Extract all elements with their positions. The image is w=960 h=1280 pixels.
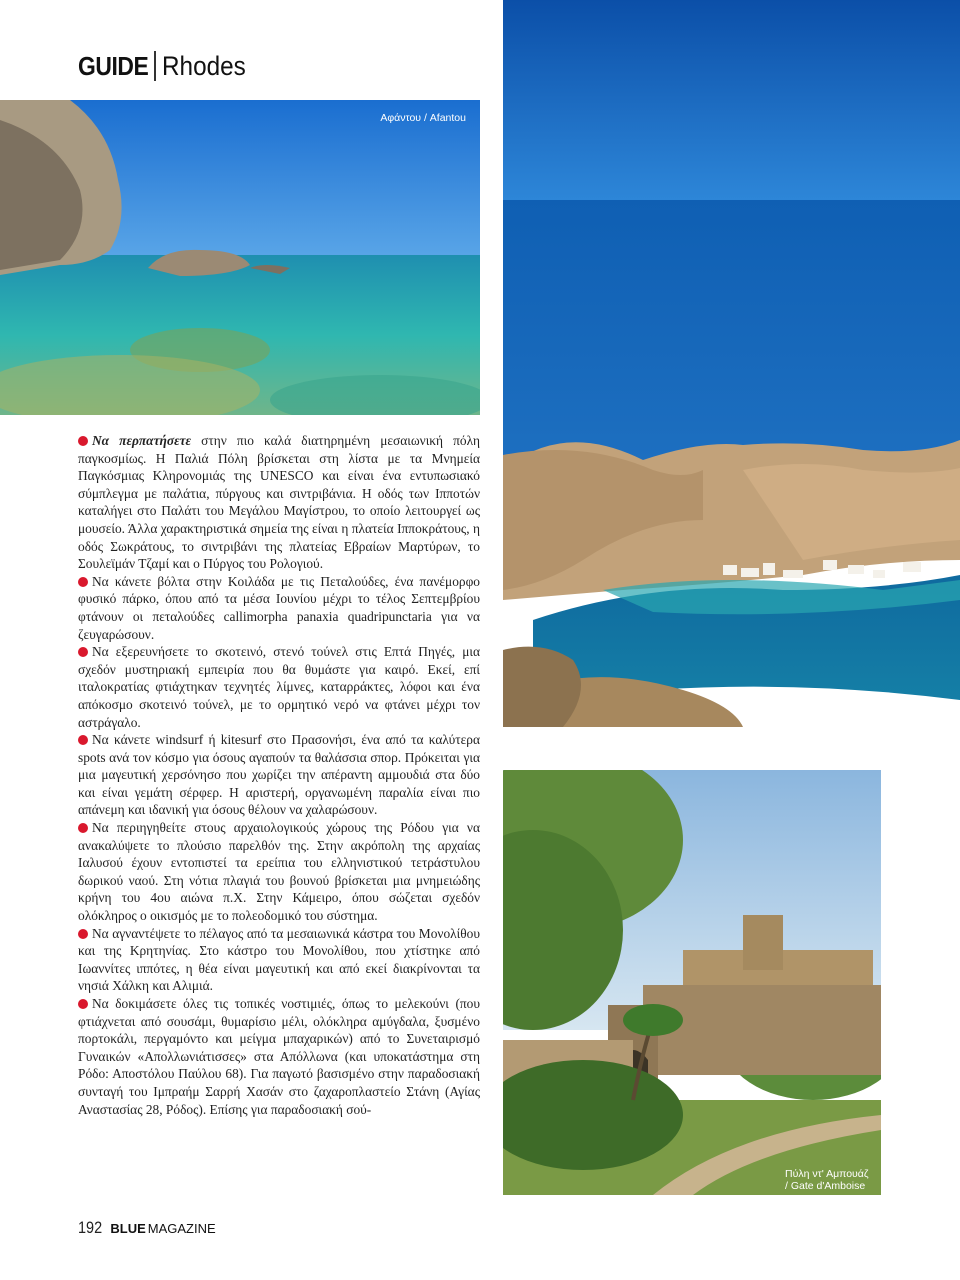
- paragraph-seven-springs: [78, 643, 480, 731]
- paragraph-text: Να κάνετε βόλτα στην Κοιλάδα με τις Πεταλούδες, ένα πανέμορφο φυσικό πάρκο, όπου από τα μέσα Ιουνίου μέχρι το τέλος Σεπτεμβρίου φτάνουν οι πεταλούδες callimorpha panaxia quadripunctaria για να ζευγαρώσουν.: [78, 573, 480, 642]
- lead-text: Να περπατήσετε: [92, 433, 192, 448]
- bullet-icon: [78, 999, 88, 1009]
- paragraph-text: Να δοκιμάσετε όλες τις τοπικές νοστιμιές, όπως το μελεκούνι (που φτιάχνεται από σουσάμι, θυμαρίσιο μέλι, ολόκληρα αμύγδαλα, ξυσμένο πορτοκάλι, περγαμόντο και μείγμα μπαχαρικών) από το Συνεταιρισμό Γυναικών «Απολλωνιάτισσες» στα Απόλλωνα (και υποκατάστημα στη Ρόδο: Αποστόλου Παύλου 68). Για παγωτό βασισμένο στην παραδοσιακή συνταγή του Ιμπραήμ Σαρρή Χασάν στο ζαχαροπλαστείο Στάνη (Αγίας Αναστασίας 28, Ρόδος). Επίσης για παραδοσιακή σού-: [78, 996, 480, 1117]
- lindos-photo: [503, 0, 960, 727]
- paragraph-text: Να εξερευνήσετε το σκοτεινό, στενό τούνελ στις Επτά Πηγές, μια σχεδόν μυστηριακή εμπειρία που θα θυμάστε για καιρό. Εκεί, επί ιταλοκρατίας φτιάχτηκαν τεχνητές λίμνες, καταρράκτες, λόφοι και ένα απόκοσμο σκοτεινό τούνελ, με το ορμητικό νερό να φτάνει μέχρι τον αστράγαλο.: [78, 644, 480, 730]
- afantou-photo: [0, 100, 480, 415]
- gate-caption-line2: / Gate d'Amboise: [785, 1180, 866, 1192]
- bullet-icon: [78, 823, 88, 833]
- paragraph-prasonisi: [78, 731, 480, 819]
- page-header: [78, 46, 255, 86]
- paragraph-local-food: [78, 995, 480, 1118]
- publication-name-regular: MAGAZINE: [147, 1221, 216, 1236]
- paragraph-old-town: [78, 432, 480, 573]
- gate-caption-line1: Πύλη ντ' Αμπουάζ: [785, 1168, 869, 1180]
- paragraph-butterflies: [78, 573, 480, 643]
- publication-name-bold: BLUE: [110, 1221, 146, 1236]
- page-footer: [78, 1218, 216, 1238]
- paragraph-text: Να αγναντέψετε το πέλαγος από τα μεσαιωνικά κάστρα του Μονολίθου και της Κρητηνίας. Στο κάστρο του Μονολίθου, που χτίστηκε από Ιωαννίτες ιππότες, η θέα είναι μαγευτική και από εκεί διακρίνονται τα νησιά Χάλκη και Αλιμιά.: [78, 925, 480, 994]
- bullet-icon: [78, 929, 88, 939]
- header-divider: [154, 51, 156, 81]
- paragraph-castles: [78, 925, 480, 995]
- article-body: [78, 432, 480, 1118]
- guide-label: GUIDE: [78, 50, 149, 81]
- bullet-icon: [78, 647, 88, 657]
- afantou-caption: Αφάντου / Afantou: [380, 112, 466, 124]
- gate-photo: [503, 770, 881, 1195]
- bullet-icon: [78, 436, 88, 446]
- bullet-icon: [78, 577, 88, 587]
- paragraph-text: Να κάνετε windsurf ή kitesurf στο Πρασονήσι, ένα από τα καλύτερα spots ανά τον κόσμο για όσους αγαπούν τα θαλάσσια σπορ. Πρόκειται για μια μαγευτική χερσόνησο που χωρίζει την απέραντη αμμουδιά στα δύο και είναι γεμάτη σέρφερ. Η αριστερή, οργανωμένη παραλία είναι πιο απάνεμη και ιδανική για όσους θέλουν να χαλαρώσουν.: [78, 732, 480, 818]
- paragraph-text: στην πιο καλά διατηρημένη μεσαιωνική πόλη παγκοσμίως. Η Παλιά Πόλη βρίσκεται στη λίστα με τα Μνημεία Παγκόσμιας Κληρονομιάς της UNESCO και είναι ένα εντυπωσιακό σύμπλεγμα με παλάτια, πύργους και σιντριβάνια. Η οδός των Ιπποτών καταλήγει στο Παλάτι του Μεγάλου Μαγίστρου, το οποίο λειτουργεί ως μουσείο. Άλλα χαρακτηριστικά σημεία της είναι η πλατεία Ιπποκράτους, η οδός Σωκράτους, το σιντριβάνι της πλατείας Εβραίων Μαρτύρων, το Σουλεϊμάν Τζαμί και ο Πύργος του Ρολογιού.: [78, 433, 480, 572]
- paragraph-text: Να περιηγηθείτε στους αρχαιολογικούς χώρους της Ρόδου για να ανακαλύψετε το πλούσιο παρελθόν της. Στην ακρόπολη της αρχαίας Ιαλυσού έχουν εντοπιστεί τα ερείπια του ελληνιστικού τετράστυλου δωρικού ναού. Στη νότια πλαγιά του βουνού βρίσκεται μια μνημειώδης κρήνη του 4ου αιώνα π.Χ. Στην Κάμειρο, όπου σώζεται σχεδόν ολόκληρος ο οικισμός με το πολεοδομικό του σύστημα.: [78, 820, 480, 924]
- paragraph-archaeology: [78, 819, 480, 925]
- section-title: Rhodes: [161, 50, 246, 81]
- page-number: 192: [78, 1218, 103, 1237]
- bullet-icon: [78, 735, 88, 745]
